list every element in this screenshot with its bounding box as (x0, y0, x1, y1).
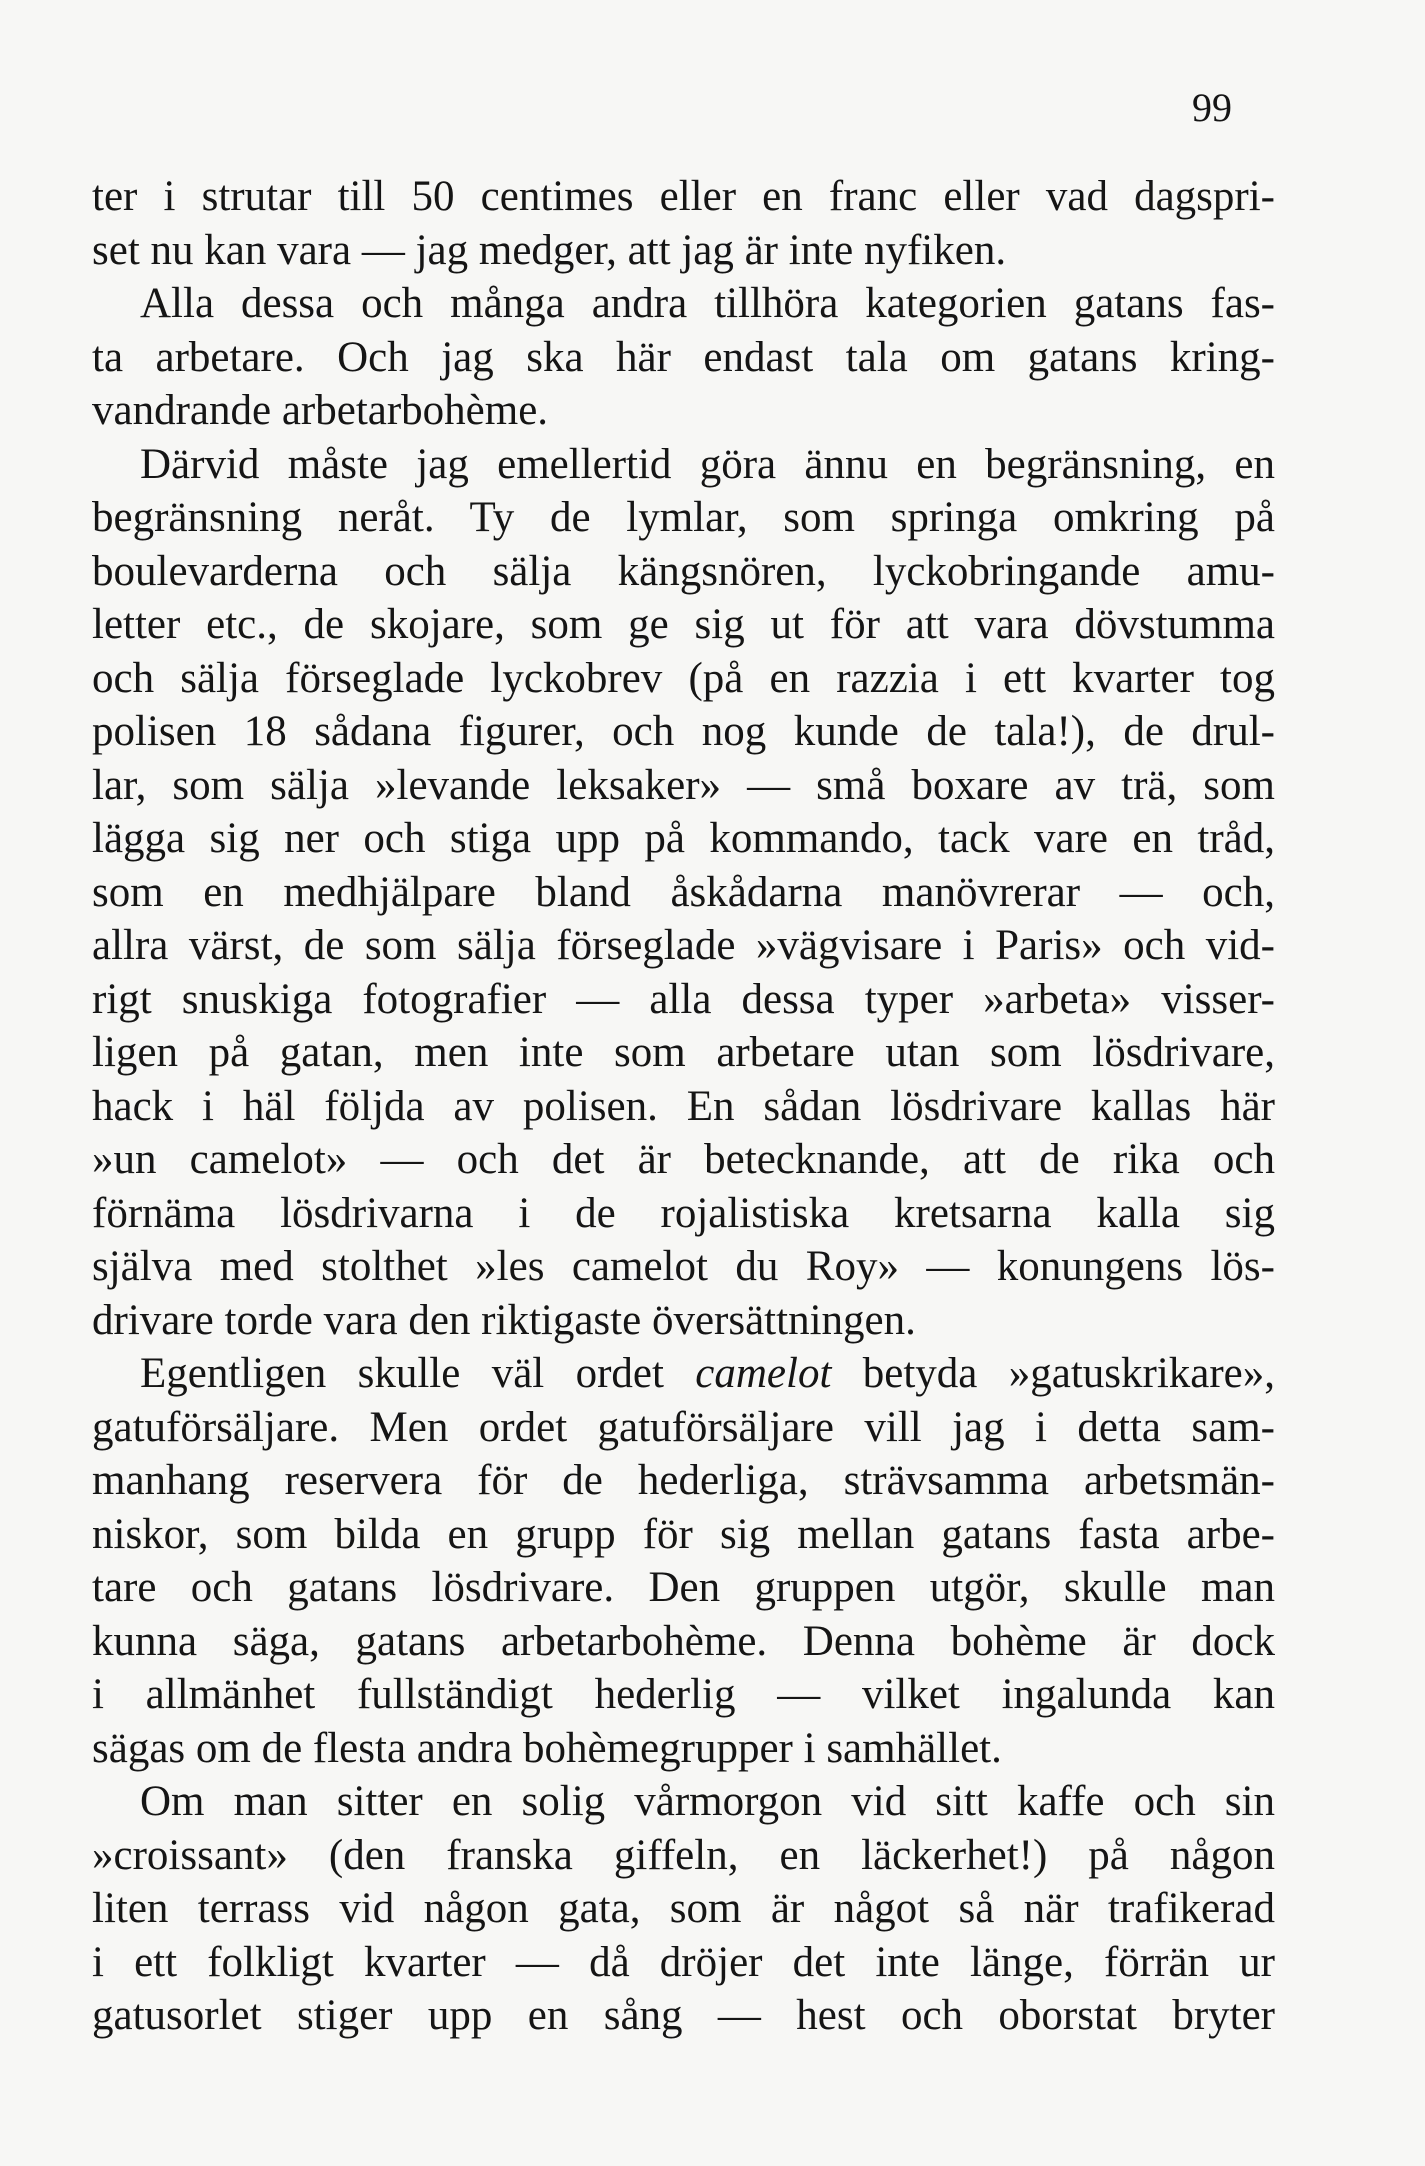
text-line: ter i strutar till 50 centimes eller en franc eller vad dagspri- (92, 173, 1275, 220)
text-line: förnäma lösdrivarna i de rojalistiska kretsarna kalla sig (92, 1189, 1275, 1237)
italic-term: camelot (695, 1350, 832, 1397)
text-line: hack i häl följda av polisen. En sådan lösdrivare kallas här (92, 1082, 1275, 1130)
text-line: Därvid måste jag emellertid göra ännu en begränsning, en (140, 440, 1275, 488)
text-line: »croissant» (den franska giffeln, en läckerhet!) på någon (92, 1831, 1275, 1879)
paragraph-4 (92, 1347, 1275, 1775)
paragraph-3 (92, 438, 1275, 1348)
text-line: kunna säga, gatans arbetarbohème. Denna bohème är dock (92, 1617, 1275, 1665)
text-line: begränsning neråt. Ty de lymlar, som springa omkring på (92, 494, 1275, 541)
text-line: gatusorlet stiger upp en sång — hest och oborstat bryter (92, 1992, 1275, 2039)
text-line: ligen på gatan, men inte som arbetare utan som lösdrivare, (92, 1029, 1275, 1076)
text-line: i allmänhet fullständigt hederlig — vilket ingalunda kan (92, 1671, 1275, 1718)
paragraph-2 (92, 277, 1275, 438)
body-text (92, 170, 1275, 2043)
paragraph-1 (92, 170, 1275, 277)
page-number: 99 (1192, 85, 1232, 130)
text-line: letter etc., de skojare, som ge sig ut för att vara dövstumma (92, 601, 1275, 648)
text-line: i ett folkligt kvarter — då dröjer det inte länge, förrän ur (92, 1938, 1275, 1986)
text-line: själva med stolthet »les camelot du Roy» — konungens lös- (92, 1243, 1275, 1290)
text-segment: Egentligen skulle väl ordet (140, 1350, 696, 1397)
text-line: boulevarderna och sälja kängsnören, lyckobringande amu- (92, 547, 1275, 595)
text-line: »un camelot» — och det är betecknande, att de rika och (92, 1136, 1275, 1183)
text-line: lar, som sälja »levande leksaker» — små boxare av trä, som (92, 761, 1275, 809)
text-line: som en medhjälpare bland åskådarna manövrerar — och, (92, 868, 1275, 916)
paragraph-5 (92, 1775, 1275, 2043)
text-line: niskor, som bilda en grupp för sig mellan gatans fasta arbe- (92, 1510, 1275, 1558)
text-line: Om man sitter en solig vårmorgon vid sitt kaffe och sin (140, 1778, 1275, 1825)
text-line (92, 1347, 1275, 1401)
text-segment: betyda »gatuskrikare», (831, 1350, 1275, 1397)
text-line: lägga sig ner och stiga upp på kommando, tack vare en tråd, (92, 815, 1275, 862)
text-line: drivare torde vara den riktigaste översättningen. (92, 1296, 916, 1344)
text-line: tare och gatans lösdrivare. Den gruppen utgör, skulle man (92, 1564, 1275, 1611)
text-line: ta arbetare. Och jag ska här endast tala om gatans kring- (92, 333, 1275, 381)
text-line: manhang reservera för de hederliga, strävsamma arbetsmän- (92, 1457, 1275, 1504)
text-line: set nu kan vara — jag medger, att jag är inte nyfiken. (92, 226, 1007, 274)
text-line: Alla dessa och många andra tillhöra kategorien gatans fas- (140, 280, 1275, 327)
text-line: rigt snuskiga fotografier — alla dessa typer »arbeta» visser- (92, 975, 1275, 1023)
text-line: och sälja förseglade lyckobrev (på en razzia i ett kvarter tog (92, 654, 1275, 702)
text-line: sägas om de flesta andra bohèmegrupper i samhället. (92, 1724, 1002, 1772)
text-line: allra värst, de som sälja förseglade »vägvisare i Paris» och vid- (92, 922, 1275, 969)
text-line: vandrande arbetarbohème. (92, 387, 549, 434)
text-line: polisen 18 sådana figurer, och nog kunde de tala!), de drul- (92, 708, 1275, 755)
text-line: gatuförsäljare. Men ordet gatuförsäljare vill jag i detta sam- (92, 1403, 1275, 1451)
text-line: liten terrass vid någon gata, som är något så när trafikerad (92, 1885, 1275, 1932)
